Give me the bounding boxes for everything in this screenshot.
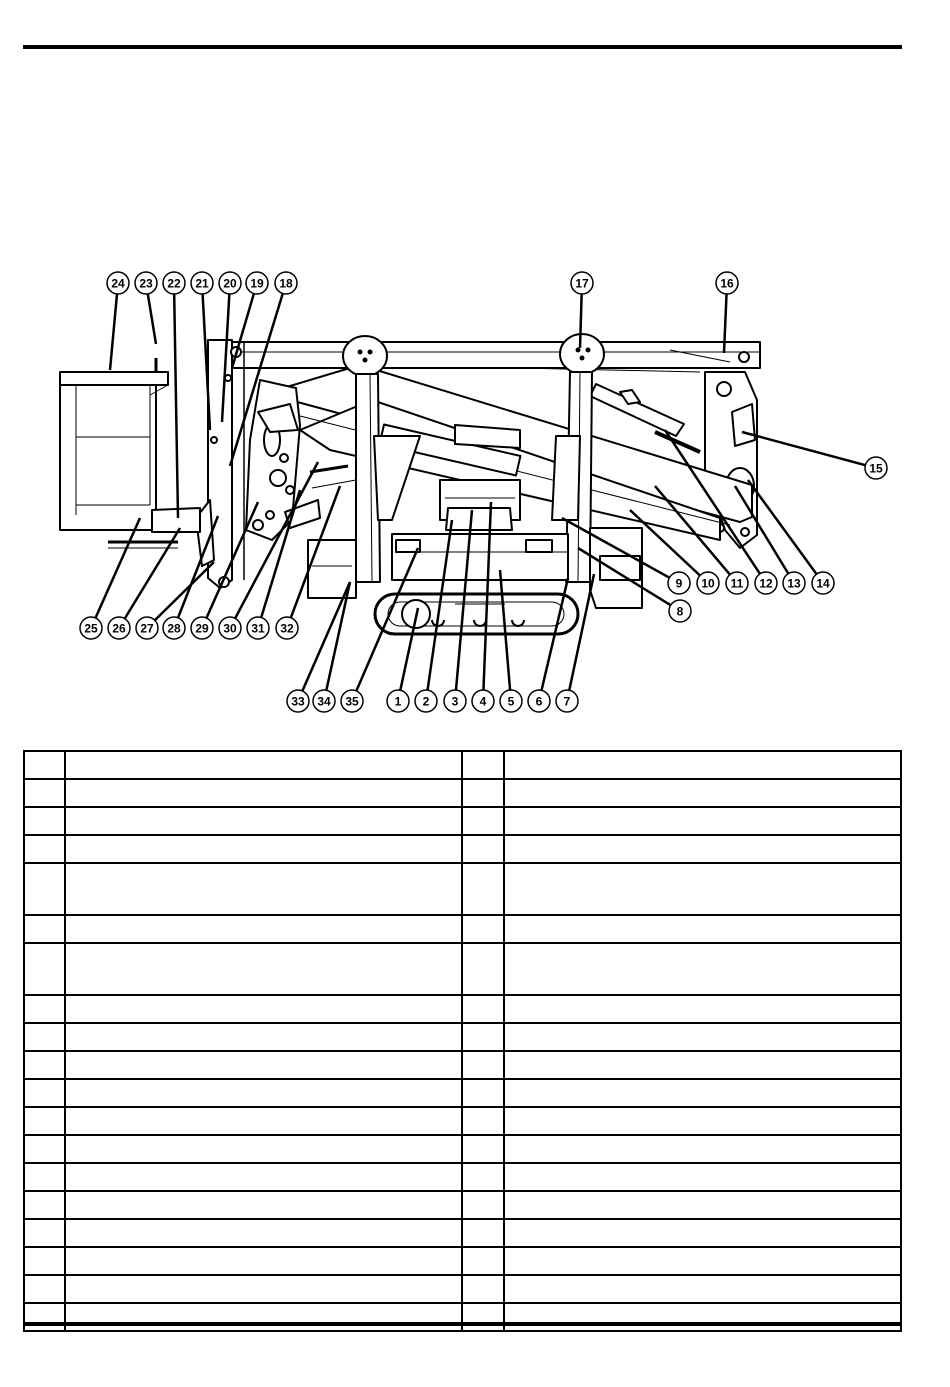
callout-28 [163, 617, 185, 639]
callout-number: 26 [112, 621, 126, 636]
description-cell [504, 995, 901, 1023]
callout-4 [472, 690, 494, 712]
callout-number: 25 [84, 621, 98, 636]
leader-line-17 [580, 294, 582, 348]
item-number-cell [462, 1303, 503, 1331]
callout-number: 11 [730, 576, 744, 591]
item-number-cell [24, 1163, 65, 1191]
callout-number: 29 [195, 621, 209, 636]
description-cell [65, 863, 462, 915]
description-cell [65, 1079, 462, 1107]
description-cell [504, 1051, 901, 1079]
leader-line-15 [742, 432, 865, 465]
callout-number: 10 [701, 576, 715, 591]
item-number-cell [24, 1247, 65, 1275]
callout-number: 13 [787, 576, 801, 591]
callout-number: 5 [507, 694, 515, 709]
callout-number: 20 [223, 276, 237, 291]
description-cell [65, 1275, 462, 1303]
description-cell [65, 835, 462, 863]
callout-21 [191, 272, 213, 294]
item-number-cell [24, 779, 65, 807]
item-number-cell [24, 751, 65, 779]
callout-number: 34 [317, 694, 331, 709]
callout-number: 18 [279, 276, 293, 291]
callout-6 [528, 690, 550, 712]
description-cell [504, 751, 901, 779]
item-number-cell [24, 807, 65, 835]
table-row [24, 1079, 901, 1107]
callout-20 [219, 272, 241, 294]
table-row [24, 995, 901, 1023]
callout-number: 22 [167, 276, 181, 291]
description-cell [504, 1023, 901, 1051]
callout-22 [163, 272, 185, 294]
item-number-cell [462, 1163, 503, 1191]
callout-number: 6 [535, 694, 543, 709]
item-number-cell [24, 863, 65, 915]
item-number-cell [24, 1303, 65, 1331]
table-row [24, 807, 901, 835]
table-row [24, 1247, 901, 1275]
callout-33 [287, 690, 309, 712]
table-row [24, 1303, 901, 1331]
item-number-cell [24, 1023, 65, 1051]
item-number-cell [24, 943, 65, 995]
callout-number: 33 [291, 694, 305, 709]
description-cell [65, 1107, 462, 1135]
callout-1 [387, 690, 409, 712]
parts-table [23, 750, 902, 1332]
description-cell [65, 1163, 462, 1191]
description-cell [504, 835, 901, 863]
item-number-cell [462, 943, 503, 995]
callout-12 [755, 572, 777, 594]
table-row [24, 751, 901, 779]
item-number-cell [24, 915, 65, 943]
leader-line-14 [748, 480, 817, 574]
description-cell [504, 1275, 901, 1303]
callout-35 [341, 690, 363, 712]
callout-number: 9 [675, 576, 683, 591]
item-number-cell [24, 1135, 65, 1163]
description-cell [65, 1051, 462, 1079]
callout-18 [275, 272, 297, 294]
leader-line-24 [110, 294, 117, 370]
callout-5 [500, 690, 522, 712]
callout-32 [276, 617, 298, 639]
leader-line-7 [569, 574, 594, 690]
description-cell [504, 863, 901, 915]
item-number-cell [462, 1079, 503, 1107]
callout-number: 8 [676, 604, 684, 619]
callout-number: 1 [394, 694, 402, 709]
description-cell [65, 943, 462, 995]
item-number-cell [462, 1191, 503, 1219]
callout-19 [246, 272, 268, 294]
item-number-cell [462, 1107, 503, 1135]
table-row [24, 1191, 901, 1219]
item-number-cell [462, 807, 503, 835]
callout-number: 16 [720, 276, 734, 291]
callout-10 [697, 572, 719, 594]
callout-2 [415, 690, 437, 712]
callout-24 [107, 272, 129, 294]
description-cell [65, 1247, 462, 1275]
callout-13 [783, 572, 805, 594]
callout-number: 30 [223, 621, 237, 636]
leader-line-23 [148, 294, 156, 344]
callout-25 [80, 617, 102, 639]
table-row [24, 915, 901, 943]
item-number-cell [462, 1051, 503, 1079]
item-number-cell [462, 1219, 503, 1247]
callout-number: 23 [139, 276, 153, 291]
callout-26 [108, 617, 130, 639]
callout-27 [136, 617, 158, 639]
callout-number: 4 [479, 694, 487, 709]
callout-8 [669, 600, 691, 622]
callout-number: 27 [140, 621, 154, 636]
item-number-cell [24, 1107, 65, 1135]
description-cell [65, 779, 462, 807]
description-cell [65, 751, 462, 779]
callout-number: 21 [195, 276, 209, 291]
description-cell [65, 1303, 462, 1331]
table-row [24, 1219, 901, 1247]
item-number-cell [462, 863, 503, 915]
description-cell [504, 1191, 901, 1219]
description-cell [504, 1107, 901, 1135]
callout-30 [219, 617, 241, 639]
description-cell [65, 1191, 462, 1219]
table-row [24, 1163, 901, 1191]
item-number-cell [24, 1275, 65, 1303]
description-cell [504, 1163, 901, 1191]
table-row [24, 1023, 901, 1051]
callout-number: 12 [759, 576, 773, 591]
callout-number: 2 [422, 694, 430, 709]
item-number-cell [462, 915, 503, 943]
callout-31 [247, 617, 269, 639]
callout-number: 24 [111, 276, 125, 291]
callout-number: 35 [345, 694, 359, 709]
table-row [24, 835, 901, 863]
description-cell [504, 1135, 901, 1163]
callout-number: 3 [451, 694, 459, 709]
description-cell [65, 1219, 462, 1247]
leader-line-22 [174, 294, 178, 518]
description-cell [504, 1219, 901, 1247]
item-number-cell [462, 779, 503, 807]
table-row [24, 779, 901, 807]
description-cell [504, 807, 901, 835]
item-number-cell [24, 995, 65, 1023]
callout-7 [556, 690, 578, 712]
callout-3 [444, 690, 466, 712]
callout-number: 19 [250, 276, 264, 291]
item-number-cell [24, 1079, 65, 1107]
callout-number: 14 [816, 576, 830, 591]
machine-drawing [60, 334, 760, 634]
callout-34 [313, 690, 335, 712]
item-number-cell [462, 751, 503, 779]
item-number-cell [462, 1135, 503, 1163]
callout-29 [191, 617, 213, 639]
description-cell [504, 1303, 901, 1331]
description-cell [504, 943, 901, 995]
bottom-rule [23, 1322, 902, 1326]
item-number-cell [462, 1023, 503, 1051]
leader-line-27 [155, 562, 214, 620]
callout-number: 17 [575, 276, 589, 291]
table-row [24, 1135, 901, 1163]
callout-17 [571, 272, 593, 294]
item-number-cell [462, 1247, 503, 1275]
description-cell [65, 915, 462, 943]
callout-11 [726, 572, 748, 594]
description-cell [65, 1023, 462, 1051]
description-cell [504, 1079, 901, 1107]
description-cell [504, 915, 901, 943]
callout-number: 7 [563, 694, 571, 709]
callout-number: 15 [869, 461, 883, 476]
table-row [24, 943, 901, 995]
description-cell [65, 995, 462, 1023]
item-number-cell [24, 1191, 65, 1219]
callout-23 [135, 272, 157, 294]
table-row [24, 863, 901, 915]
callout-9 [668, 572, 690, 594]
description-cell [504, 779, 901, 807]
table-row [24, 1275, 901, 1303]
callout-number: 28 [167, 621, 181, 636]
item-number-cell [462, 835, 503, 863]
callout-number: 32 [280, 621, 294, 636]
item-number-cell [24, 1219, 65, 1247]
callout-16 [716, 272, 738, 294]
description-cell [65, 807, 462, 835]
item-number-cell [462, 995, 503, 1023]
item-number-cell [24, 835, 65, 863]
callout-14 [812, 572, 834, 594]
callout-number: 31 [251, 621, 265, 636]
table-row [24, 1051, 901, 1079]
item-number-cell [24, 1051, 65, 1079]
description-cell [65, 1135, 462, 1163]
description-cell [504, 1247, 901, 1275]
callout-15 [865, 457, 887, 479]
table-row [24, 1107, 901, 1135]
item-number-cell [462, 1275, 503, 1303]
